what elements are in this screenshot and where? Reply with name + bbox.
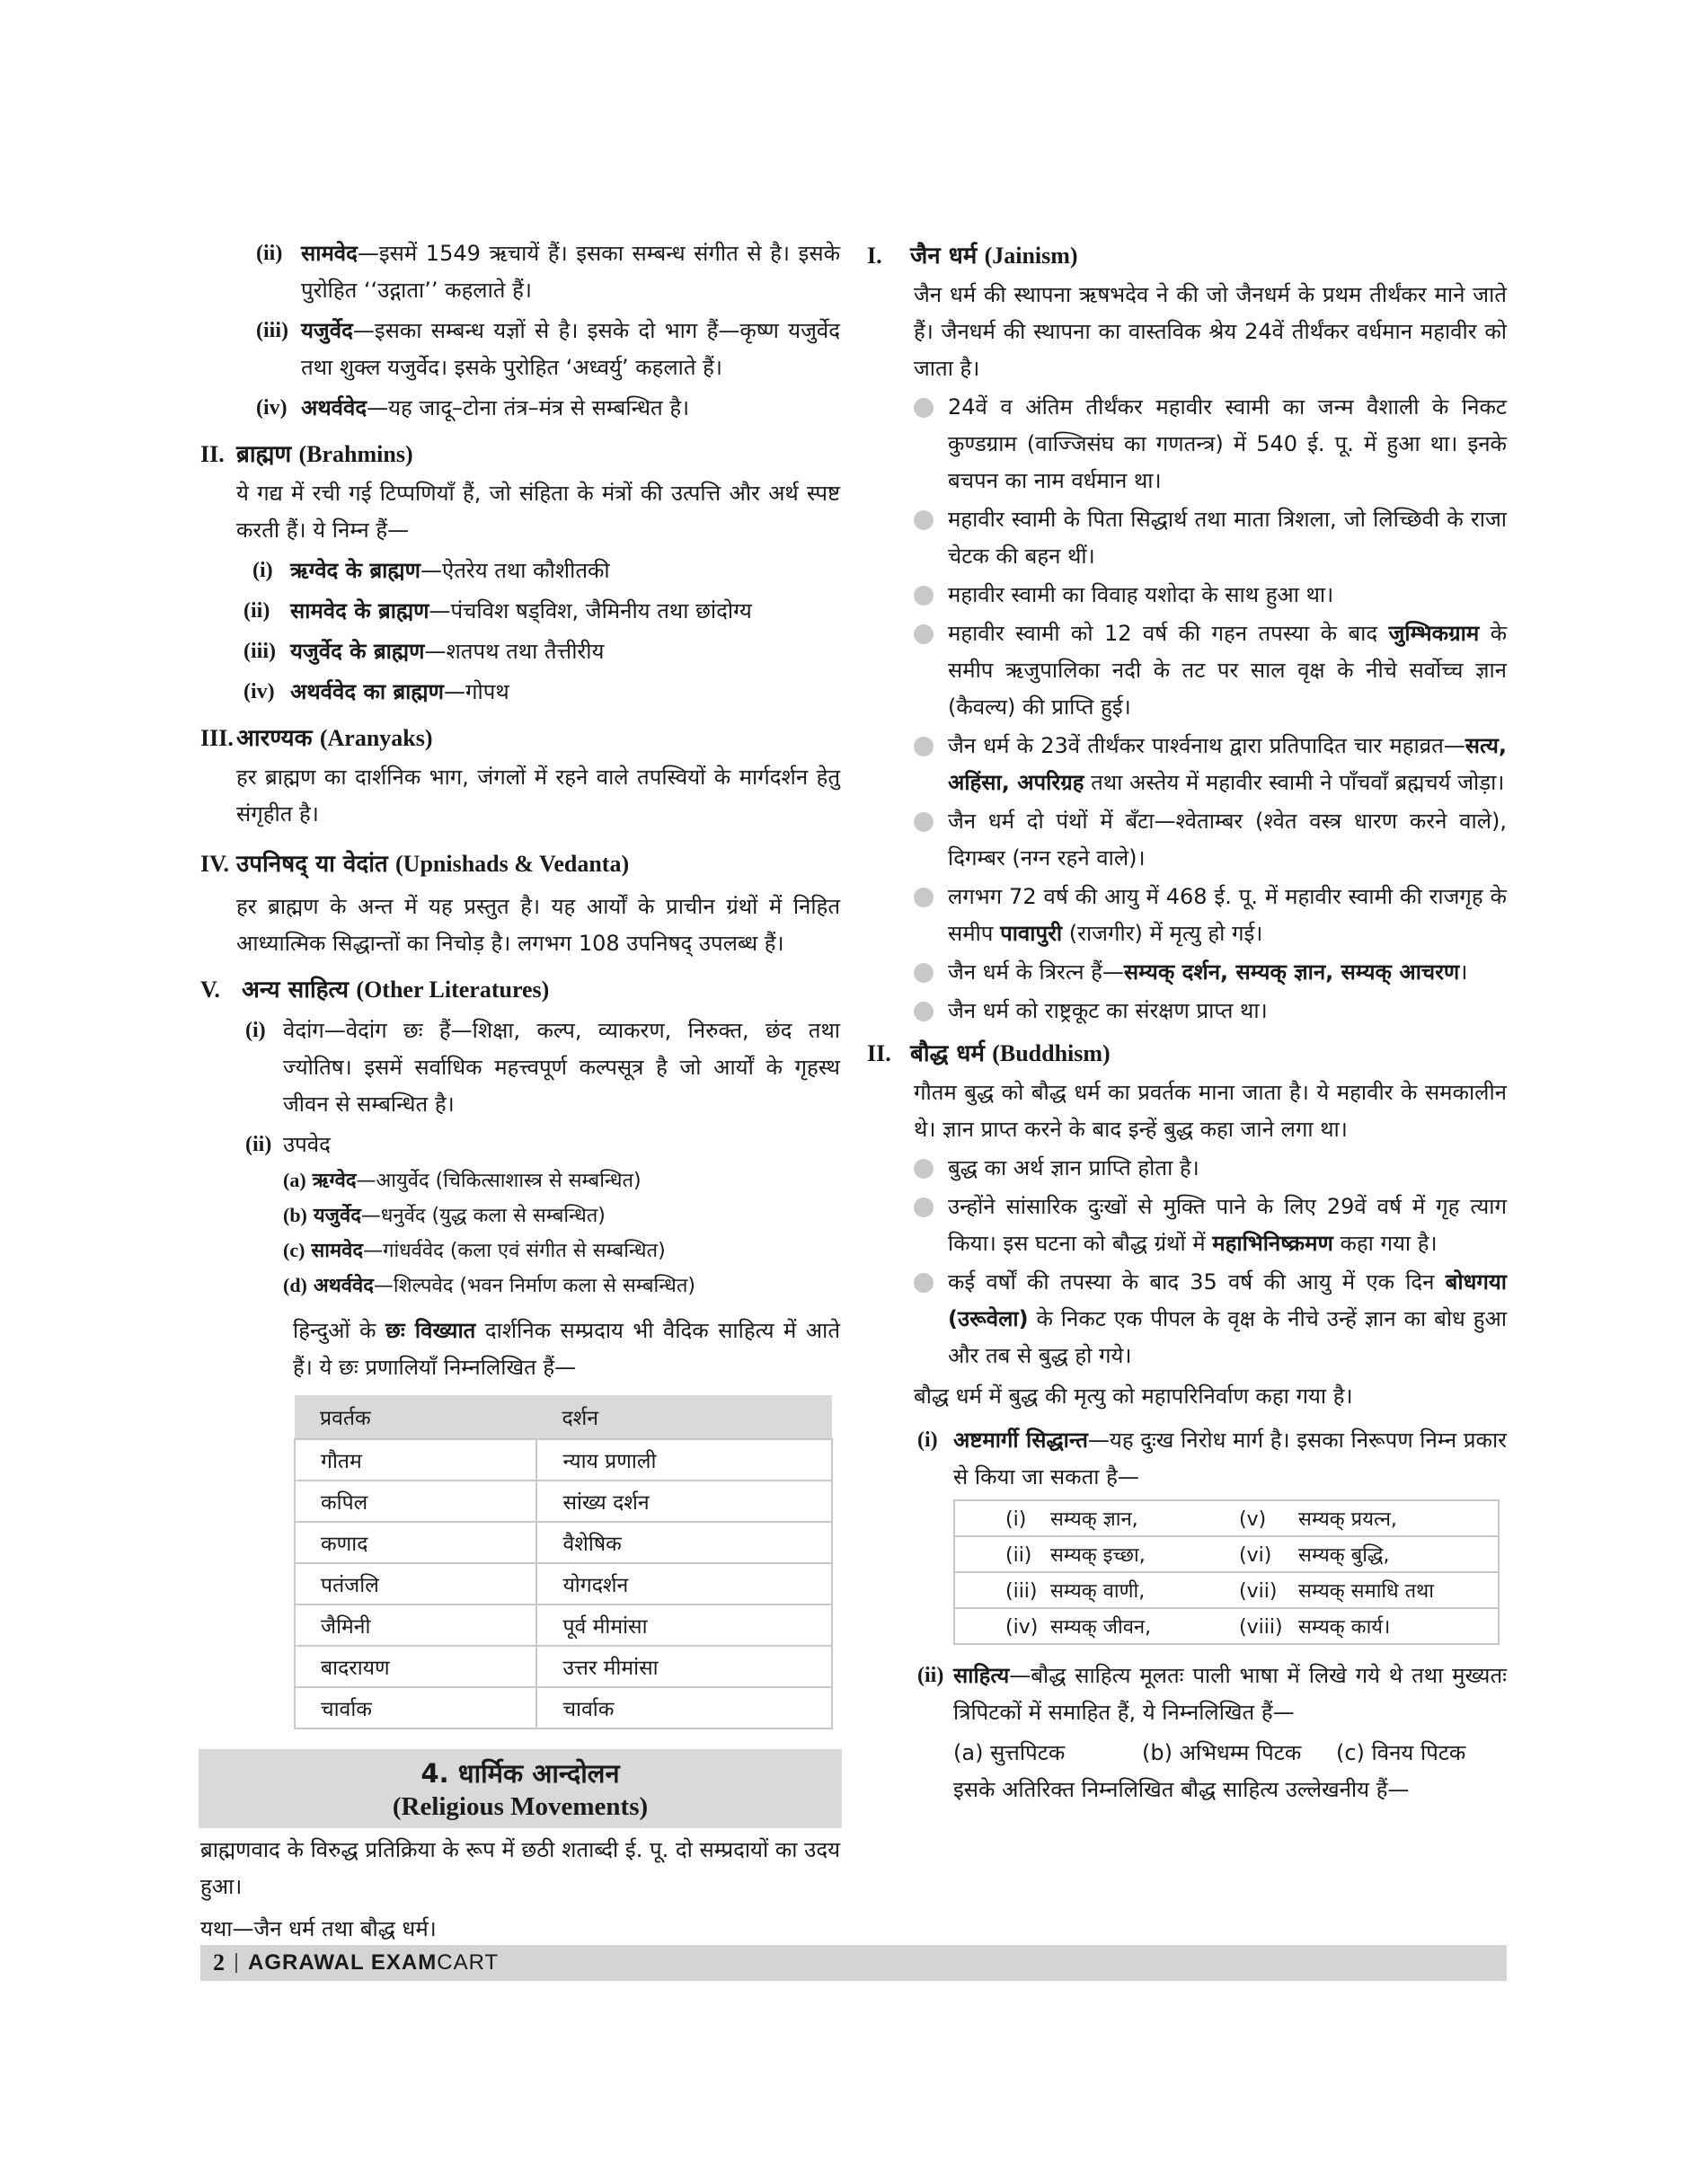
jainism-bullets xyxy=(914,389,1507,1030)
list-item: बुद्ध का अर्थ ज्ञान प्राप्ति होता है। xyxy=(914,1150,1507,1187)
buddhism-heading: II. बौद्ध धर्म (Buddhism) xyxy=(867,1040,1111,1067)
samaveda-term: सामवेद xyxy=(301,241,358,266)
brahmins-heading: II. ब्राह्मण (Brahmins) xyxy=(200,441,413,468)
bullet-icon xyxy=(914,586,934,606)
publisher-logo: AGRAWAL EXAMCART xyxy=(248,1950,500,1975)
list-item: महावीर स्वामी को 12 वर्ष की गहन तपस्या के बाद जुम्भिकग्राम के समीप ऋजुपालिका नदी के तट पर साल वृक्ष के नीचे सर्वोच्च ज्ञान (कैवल्य) की प्राप्ति हुई। xyxy=(914,615,1507,726)
upaved-row: (d) अथर्ववेद—शिल्पवेद (भवन निर्माण कला से सम्बन्धित) xyxy=(283,1274,695,1297)
other-literature-heading: V. अन्य साहित्य (Other Literatures) xyxy=(200,977,550,1003)
bullet-icon xyxy=(914,812,934,832)
table-row: जैमिनी पूर्व मीमांसा xyxy=(295,1604,832,1646)
right-column xyxy=(867,232,1507,1808)
bullet-icon xyxy=(914,1273,934,1293)
samaveda-item: (ii) सामवेद—इसमें 1549 ऋचायें हैं। इसका सम्बन्ध संगीत से है। इसके पुरोहित ‘‘उद्गाता’’ कहलाते हैं। xyxy=(256,241,840,303)
bullet-icon xyxy=(914,888,934,907)
upanishads-heading: IV. उपनिषद् या वेदांत (Upnishads & Vedanta) xyxy=(200,851,630,878)
chapter-example: यथा—जैन धर्म तथा बौद्ध धर्म। xyxy=(200,1916,437,1941)
atharvaveda-item: (iv) अथर्ववेद—यह जादू–टोना तंत्र–मंत्र से सम्बन्धित है। xyxy=(256,395,690,420)
samaveda-text: —इसमें 1549 ऋचायें हैं। इसका सम्बन्ध संगीत से है। इसके पुरोहित ‘‘उद्गाता’’ कहलाते हैं। xyxy=(301,241,840,303)
buddha-death: बौद्ध धर्म में बुद्ध की मृत्यु को महापरिनिर्वाण कहा गया है। xyxy=(914,1383,1353,1409)
list-item: जैन धर्म दो पंथों में बँटा—श्वेताम्बर (श्वेत वस्त्र धारण करने वाले), दिगम्बर (नग्न रहने वाले)। xyxy=(914,803,1507,877)
chapter-subtitle: (Religious Movements) xyxy=(392,1792,649,1821)
list-item: 24वें व अंतिम तीर्थंकर महावीर स्वामी का जन्म वैशाली के निकट कुण्डग्राम (वाज्जिसंघ का गणतन्त्र) में 540 ई. पू. में हुआ था। इनके बचपन का नाम वर्धमान था। xyxy=(914,389,1507,499)
pitak-item: (a) सुत्तपिटक xyxy=(953,1740,1066,1765)
brahmin-item: (i) ऋग्वेद के ब्राह्मण—ऐतरेय तथा कौशीतकी xyxy=(252,558,610,583)
list-item: महावीर स्वामी का विवाह यशोदा के साथ हुआ था। xyxy=(914,577,1507,614)
buddhism-intro: गौतम बुद्ध को बौद्ध धर्म का प्रवर्तक माना जाता है। ये महावीर के समकालीन थे। ज्ञान प्राप्त करने के बाद इन्हें बुद्ध कहा जाने लगा था। xyxy=(914,1080,1507,1142)
upanishads-text: हर ब्राह्मण के अन्त में यह प्रस्तुत है। यह आर्यों के प्राचीन ग्रंथों में निहित आध्यात्मिक सिद्धान्तों का निचोड़ है। लगभग 108 उपनिषद् उपलब्ध हैं। xyxy=(236,894,840,956)
list-item: महावीर स्वामी के पिता सिद्धार्थ तथा माता त्रिशला, जो लिच्छिवी के राजा चेटक की बहन थीं। xyxy=(914,501,1507,575)
schools-intro: हिन्दुओं के छः विख्यात दार्शनिक सम्प्रदाय भी वैदिक साहित्य में आते हैं। ये छः प्रणालियाँ निम्नलिखित हैं— xyxy=(293,1318,841,1380)
list-item: उन्होंने सांसारिक दुःखों से मुक्ति पाने के लिए 29वें वर्ष में गृह त्याग किया। इस घटना को बौद्ध ग्रंथों में महाभिनिष्क्रमण कहा गया है। xyxy=(914,1189,1507,1262)
footer-divider xyxy=(235,1953,237,1973)
ashtang-item: (i) अष्टमार्गी सिद्धान्त—यह दुःख निरोध मार्ग है। इसका निरूपण निम्न प्रकार से किया जा सकता है— xyxy=(917,1428,1507,1490)
buddhism-bullets xyxy=(914,1150,1507,1375)
table-row: (iv) सम्यक् जीवन, (viii) सम्यक् कार्य। xyxy=(954,1608,1499,1644)
vedang-item: (i) वेदांग—वेदांग छः हैं—शिक्षा, कल्प, व्याकरण, निरुक्त, छंद तथा ज्योतिष। इसमें सर्वाधिक महत्त्वपूर्ण कल्पसूत्र है जो आर्यों के गृहस्थ जीवन से सम्बन्धित है। xyxy=(245,1018,840,1117)
list-item: जैन धर्म के त्रिरत्न हैं—सम्यक् दर्शन, सम्यक् ज्ञान, सम्यक् आचरण। xyxy=(914,954,1507,991)
table-row: गौतम न्याय प्रणाली xyxy=(295,1439,832,1481)
page-footer xyxy=(200,1945,1507,1981)
table-row: कपिल सांख्य दर्शन xyxy=(295,1481,832,1522)
left-column xyxy=(200,232,840,1948)
bullet-icon xyxy=(914,1159,934,1179)
upaved-row: (c) सामवेद—गांधर्ववेद (कला एवं संगीत से सम्बन्धित) xyxy=(283,1239,666,1262)
eightfold-path-table xyxy=(953,1499,1500,1645)
bullet-icon xyxy=(914,1002,934,1021)
table-row: पतंजलि योगदर्शन xyxy=(295,1563,832,1604)
upaved-row: (b) यजुर्वेद—धनुर्वेद (युद्ध कला से सम्बन्धित) xyxy=(283,1204,606,1227)
bullet-icon xyxy=(914,624,934,644)
chapter-heading-box xyxy=(199,1749,842,1828)
list-item: कई वर्षों की तपस्या के बाद 35 वर्ष की आयु में एक दिन बोधगया (उरूवेला) के निकट एक पीपल के वृक्ष के नीचे उन्हें ज्ञान का बोध हुआ और तब से बुद्ध हो गये। xyxy=(914,1264,1507,1375)
table-row: कणाद वैशेषिक xyxy=(295,1522,832,1563)
sahitya-extra: इसके अतिरिक्त निम्नलिखित बौद्ध साहित्य उल्लेखनीय हैं— xyxy=(953,1777,1410,1802)
pitak-list xyxy=(953,1735,1507,1772)
table-row: (i) सम्यक् ज्ञान, (v) सम्यक् प्रयत्न, xyxy=(954,1500,1499,1536)
philosophy-table xyxy=(294,1395,833,1729)
table-header-row: प्रवर्तक दर्शन xyxy=(295,1395,832,1439)
bullet-icon xyxy=(914,737,934,756)
aranyaks-text: हर ब्राह्मण का दार्शनिक भाग, जंगलों में रहने वाले तपस्वियों के मार्गदर्शन हेतु संगृहीत है। xyxy=(236,765,840,827)
table-row: चार्वाक चार्वाक xyxy=(295,1687,832,1728)
yajurveda-item: (iii) यजुर्वेद—इसका सम्बन्ध यज्ञों से है। इसके दो भाग हैं—कृष्ण यजुर्वेद तथा शुक्ल यजुर्वेद। इसके पुरोहित ‘अध्वर्यु’ कहलाते हैं। xyxy=(256,318,840,380)
upaved-row: (a) ऋग्वेद—आयुर्वेद (चिकित्साशास्त्र से सम्बन्धित) xyxy=(283,1169,642,1192)
atharvaveda-term: अथर्ववेद xyxy=(301,395,367,420)
pitak-item: (b) अभिधम्म पिटक xyxy=(1142,1740,1302,1765)
bullet-icon xyxy=(914,510,934,530)
upaved-item: (ii) उपवेद xyxy=(245,1132,331,1157)
aranyaks-heading: III. आरण्यक (Aranyaks) xyxy=(200,725,433,752)
jainism-intro: जैन धर्म की स्थापना ऋषभदेव ने की जो जैनधर्म के प्रथम तीर्थंकर माने जाते हैं। जैनधर्म की स्थापना का वास्तविक श्रेय 24वें तीर्थंकर वर्धमान महावीर को जाता है। xyxy=(914,282,1507,381)
upaved-list xyxy=(283,1163,840,1304)
yajurveda-text: —इसका सम्बन्ध यज्ञों से है। इसके दो भाग हैं—कृष्ण यजुर्वेद तथा शुक्ल यजुर्वेद। इसके पुरोहित ‘अध्वर्यु’ कहलाते हैं। xyxy=(301,318,840,380)
bullet-icon xyxy=(914,963,934,983)
sahitya-item: (ii) साहित्य—बौद्ध साहित्य मूलतः पाली भाषा में लिखे गये थे तथा मुख्यतः त्रिपिटकों में समाहित हैं, ये निम्नलिखित हैं— xyxy=(917,1663,1507,1725)
bullet-icon xyxy=(914,398,934,418)
jainism-heading: I. जैन धर्म (Jainism) xyxy=(867,243,1078,270)
table-row: (iii) सम्यक् वाणी, (vii) सम्यक् समाधि तथा xyxy=(954,1572,1499,1608)
brahmin-item: (iii) यजुर्वेद के ब्राह्मण—शतपथ तथा तैत्तीरीय xyxy=(243,639,605,664)
pitak-item: (c) विनय पिटक xyxy=(1336,1740,1466,1765)
chapter-intro: ब्राह्मणवाद के विरुद्ध प्रतिक्रिया के रूप में छठी शताब्दी ई. पू. दो सम्प्रदायों का उदय हुआ। xyxy=(200,1837,840,1899)
atharvaveda-text: —यह जादू–टोना तंत्र–मंत्र से सम्बन्धित है। xyxy=(367,395,690,420)
list-item: जैन धर्म के 23वें तीर्थंकर पार्श्वनाथ द्वारा प्रतिपादित चार महाव्रत—सत्य, अहिंसा, अपरिग्रह तथा अस्तेय में महावीर स्वामी ने पाँचवाँ ब्रह्मचर्य जोड़ा। xyxy=(914,728,1507,801)
brahmin-item: (ii) सामवेद के ब्राह्मण—पंचविश षड्विश, जैमिनीय तथा छांदोग्य xyxy=(243,598,752,623)
table-row: (ii) सम्यक् इच्छा, (vi) सम्यक् बुद्धि, xyxy=(954,1536,1499,1572)
chapter-title: 4. धार्मिक आन्दोलन xyxy=(420,1758,620,1789)
brahmin-item: (iv) अथर्ववेद का ब्राह्मण—गोपथ xyxy=(243,679,509,704)
list-item: जैन धर्म को राष्ट्रकूट का संरक्षण प्राप्त था। xyxy=(914,993,1507,1030)
bullet-icon xyxy=(914,1198,934,1217)
brahmins-intro: ये गद्य में रची गई टिप्पणियाँ हैं, जो संहिता के मंत्रों की उत्पत्ति और अर्थ स्पष्ट करती हैं। ये निम्न हैं— xyxy=(236,481,840,543)
page-number: 2 xyxy=(213,1949,225,1976)
yajurveda-term: यजुर्वेद xyxy=(301,318,353,343)
list-item: लगभग 72 वर्ष की आयु में 468 ई. पू. में महावीर स्वामी की राजगृह के समीप पावापुरी (राजगीर) में मृत्यु हो गई। xyxy=(914,879,1507,952)
table-row: बादरायण उत्तर मीमांसा xyxy=(295,1646,832,1687)
